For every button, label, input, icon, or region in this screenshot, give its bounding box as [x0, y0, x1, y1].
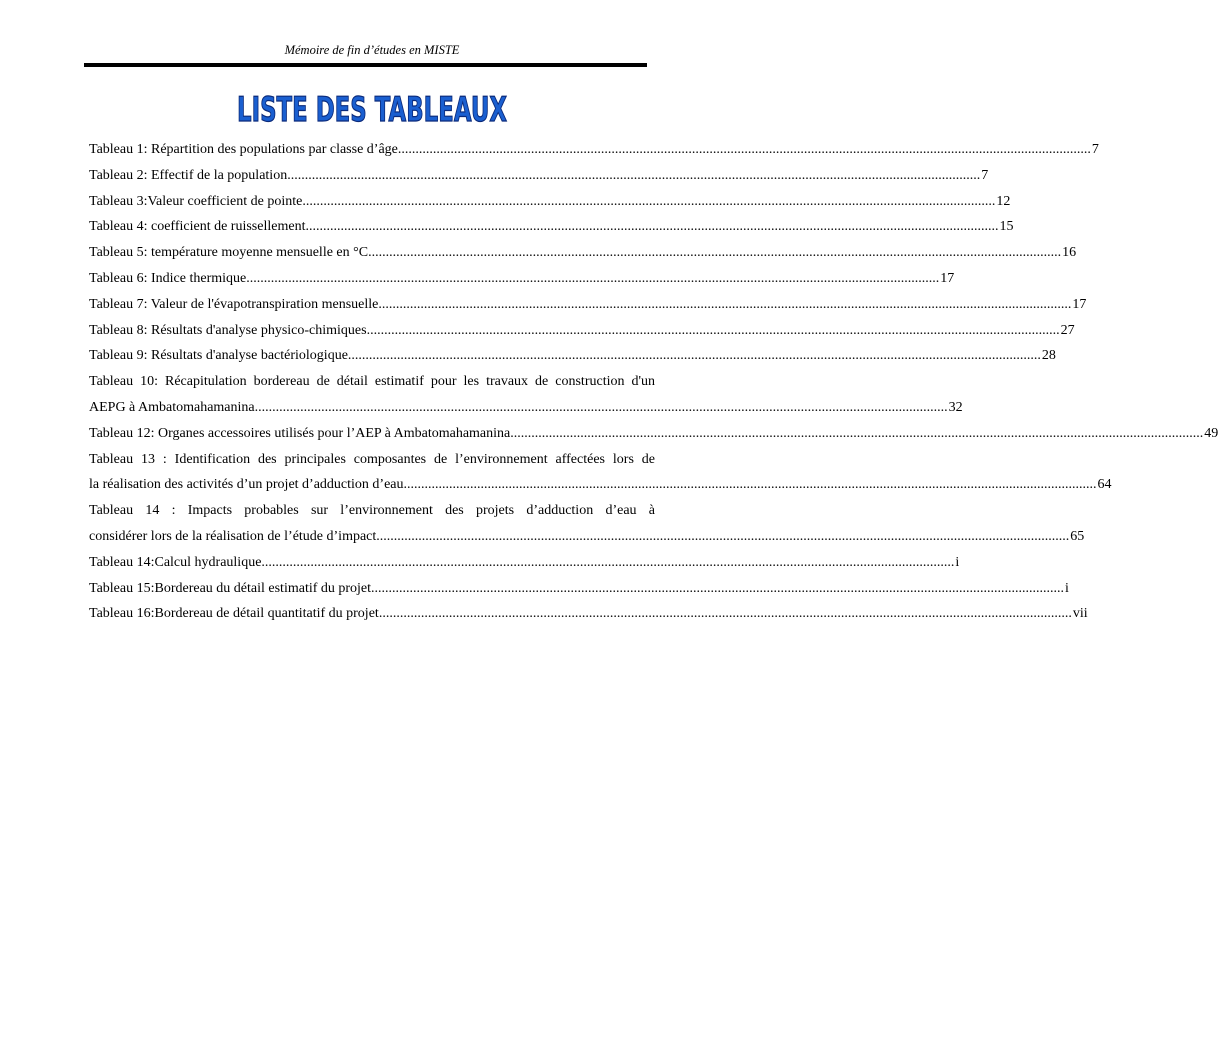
page-number: 7 [981, 167, 989, 183]
wordart-title [222, 84, 522, 128]
list-item[interactable]: Tableau 7: Valeur de l'évapotranspiration mensuelle ..... 17 [89, 292, 655, 318]
list-item[interactable]: Tableau 16:Bordereau de détail quantitatif du projet ..... vii [89, 601, 655, 627]
dot-leader [376, 524, 1069, 550]
page-number: 7 [1091, 142, 1099, 157]
page-number: i [955, 554, 960, 570]
entry-first-line: Tableau 13 : Identification des principales composantes de l’environnement affectées lors de [89, 451, 655, 467]
list-item[interactable]: Tableau 9: Résultats d'analyse bactériologique ..... 28 [89, 343, 655, 369]
list-item[interactable]: Tableau 8: Résultats d'analyse physico-chimiques ..... 27 [89, 318, 655, 344]
list-item[interactable]: Tableau 14 : Impacts probables sur l’environnement des projets d’adduction d’eau à considérer lors de la réalisation de l’étude d’impact ..... 65 [89, 498, 655, 550]
dot-leader [404, 472, 1097, 498]
page-number: i [1065, 580, 1069, 596]
entry-first-line: Tableau 14 : Impacts probables sur l’environnement des projets d’adduction d’eau à [89, 503, 655, 519]
list-item[interactable]: Tableau 3:Valeur coefficient de pointe ..... 12 [89, 189, 655, 215]
list-item[interactable]: Tableau 13 : Identification des principales composantes de l’environnement affectées lors de la réalisation des activités d’un projet d’adduction d’eau ..... 64 [89, 447, 655, 499]
dot-leader [255, 395, 948, 421]
list-item[interactable]: Tableau 4: coefficient de ruissellement ..... 15 [89, 214, 655, 240]
page-number: vii [1072, 606, 1088, 622]
table-list [89, 137, 1218, 627]
page-number: 32 [948, 399, 963, 415]
list-item[interactable]: Tableau 1: Répartition des populations par classe d’âge ..... 7 [89, 137, 655, 163]
page-number: 28 [1041, 348, 1056, 364]
page-number: 12 [996, 193, 1011, 209]
list-item[interactable]: Tableau 2: Effectif de la population ..... 7 [89, 163, 655, 189]
dot-leader [379, 601, 1072, 627]
page-number: 15 [999, 219, 1014, 235]
list-item[interactable]: Tableau 5: température moyenne mensuelle en °C ..... 16 [89, 240, 655, 266]
list-item[interactable]: Tableau 10: Récapitulation bordereau de détail estimatif pour les travaux de construction d'un AEPG à Ambatomahamanina ..... 32 [89, 369, 655, 421]
dot-leader [348, 343, 1041, 369]
entry-first-line: Tableau 10: Récapitulation bordereau de détail estimatif pour les travaux de construction d'un [89, 374, 655, 390]
list-item[interactable]: Tableau 12: Organes accessoires utilisés pour l’AEP à Ambatomahamanina ..... 49 [89, 421, 655, 447]
list-item[interactable]: Tableau 15:Bordereau du détail estimatif du projet ..... i [89, 576, 655, 602]
dot-leader [261, 550, 954, 576]
page-number: 27 [1060, 322, 1075, 338]
dot-leader [287, 163, 980, 189]
dot-leader [368, 240, 1061, 266]
page-number: 17 [940, 270, 955, 286]
list-item[interactable]: Tableau 6: Indice thermique ..... 17 [89, 266, 655, 292]
dot-leader [367, 318, 1060, 344]
dot-leader [302, 189, 995, 215]
dot-leader [371, 576, 1064, 602]
page-number: 17 [1072, 296, 1087, 312]
dot-leader [246, 266, 939, 292]
page-number: 64 [1097, 477, 1112, 493]
title-text: LISTE DES TABLEAUX [237, 90, 507, 130]
dot-leader [510, 421, 1203, 447]
dot-leader [378, 292, 1071, 318]
dot-leader [305, 214, 998, 240]
running-header: Mémoire de fin d’études en MISTE [284, 43, 460, 57]
page-title [0, 84, 744, 128]
header-rule [84, 63, 647, 67]
list-item[interactable]: Tableau 14:Calcul hydraulique ..... i [89, 550, 655, 576]
page-number: 65 [1070, 528, 1085, 544]
page-number: 16 [1062, 245, 1077, 261]
dot-leader [398, 137, 1091, 163]
page-number: 49 [1204, 425, 1218, 441]
